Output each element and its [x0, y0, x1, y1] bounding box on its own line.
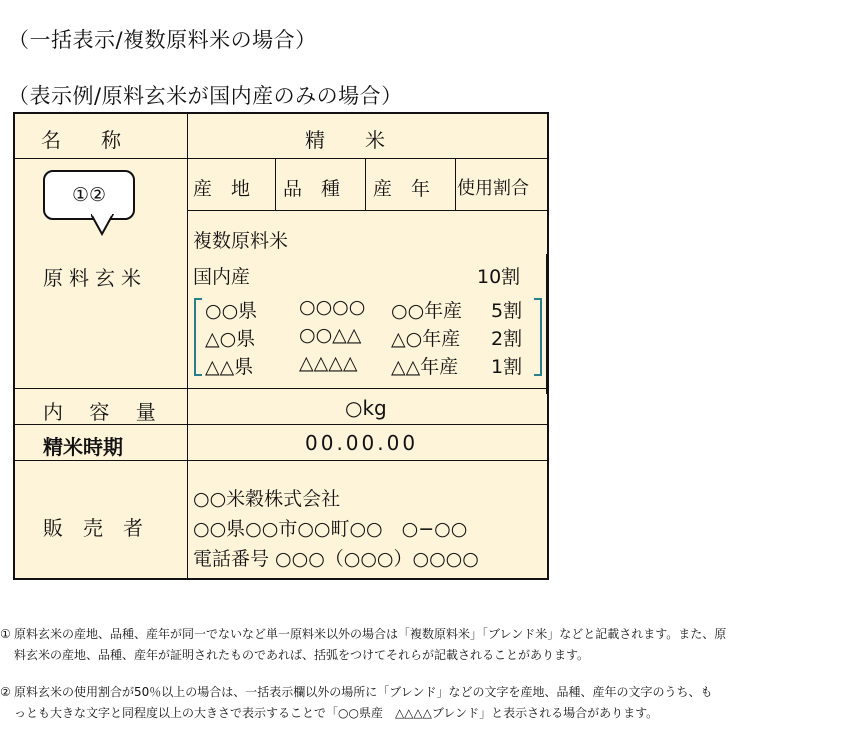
row-divider — [15, 460, 547, 461]
footnote-text: 原料玄米の産地、品種、産年が同一でないなど単一原料米以外の場合は「複数原料米」「ブレンド米」などと記載されます。また、原 — [14, 627, 727, 641]
row-variety: ○○○○ — [299, 296, 366, 318]
footnote-1 — [0, 624, 850, 666]
seller-phone: 電話番号 ○○○（○○○）○○○○ — [193, 548, 479, 570]
content-label: 内 容 量 — [43, 400, 166, 424]
col-header-year: 産 年 — [373, 178, 431, 200]
col-header-ratio: 使用割合 — [457, 178, 529, 199]
left-bracket-icon — [193, 298, 203, 376]
footnote-text: っとも大きな文字と同程度以上の大きさで表示することで「○○県産 △△△△ブレンド」と表示される場合があります。 — [14, 706, 659, 720]
footnote-mark: ① — [0, 627, 11, 641]
subheader-col-divider — [275, 158, 276, 210]
row-divider — [15, 388, 547, 389]
right-bracket-icon — [533, 298, 543, 376]
footnote-text: 原料玄米の使用割合が50％以上の場合は、一括表示欄以外の場所に「ブレンド」などの文字を産地、品種、産年の文字のうち、も — [14, 685, 713, 699]
example-subtitle: （表示例/原料玄米が国内産のみの場合） — [8, 84, 403, 108]
note-ref-marks: ①② — [71, 184, 107, 206]
subheader-divider — [187, 210, 547, 211]
blend-row — [205, 324, 523, 351]
subheader-col-divider — [365, 158, 366, 210]
multi-source-label: 複数原料米 — [193, 230, 289, 252]
rice-label-table — [13, 112, 549, 580]
row-ratio: 5割 — [491, 300, 523, 322]
milling-value: 00.00.00 — [305, 431, 419, 455]
blend-row — [205, 296, 523, 323]
seller-label: 販 売 者 — [43, 516, 143, 540]
seller-company: ○○米穀株式会社 — [193, 488, 341, 510]
blend-row — [205, 352, 523, 379]
row-variety: △△△△ — [299, 352, 358, 374]
row-ratio: 2割 — [491, 328, 523, 350]
row-year: ○○年産 — [391, 300, 463, 322]
row-pref: △△県 — [205, 356, 254, 378]
row-ratio: 1割 — [491, 356, 523, 378]
col-header-origin: 産 地 — [193, 178, 251, 200]
row-variety: ○○△△ — [299, 324, 362, 346]
domestic-ratio: 10割 — [477, 266, 521, 288]
footnote-text: 料玄米の産地、品種、産年が証明されたものであれば、括弧をつけてそれらが記載されることがあります。 — [14, 648, 590, 662]
genmai-label: 原料玄米 — [43, 266, 147, 290]
row-divider — [15, 158, 547, 159]
footnote-mark: ② — [0, 685, 11, 699]
page-title: （一括表示/複数原料米の場合） — [8, 28, 317, 52]
right-edge-mark — [546, 254, 548, 394]
row-year: △○年産 — [391, 328, 461, 350]
bubble-tail-icon — [91, 214, 115, 236]
footnote-2 — [0, 682, 850, 724]
seller-address: ○○県○○市○○町○○ ○−○○ — [193, 518, 468, 540]
name-label: 名 称 — [41, 128, 121, 152]
col-header-variety: 品 種 — [283, 178, 341, 200]
column-divider — [187, 114, 188, 578]
subheader-col-divider — [455, 158, 456, 210]
row-pref: ○○県 — [205, 300, 258, 322]
row-pref: △○県 — [205, 328, 256, 350]
domestic-label: 国内産 — [193, 266, 251, 288]
row-year: △△年産 — [391, 356, 459, 378]
name-value: 精 米 — [305, 128, 385, 152]
milling-label: 精米時期 — [43, 435, 123, 459]
note-ref-bubble — [43, 170, 135, 220]
content-value: ○kg — [345, 396, 387, 420]
